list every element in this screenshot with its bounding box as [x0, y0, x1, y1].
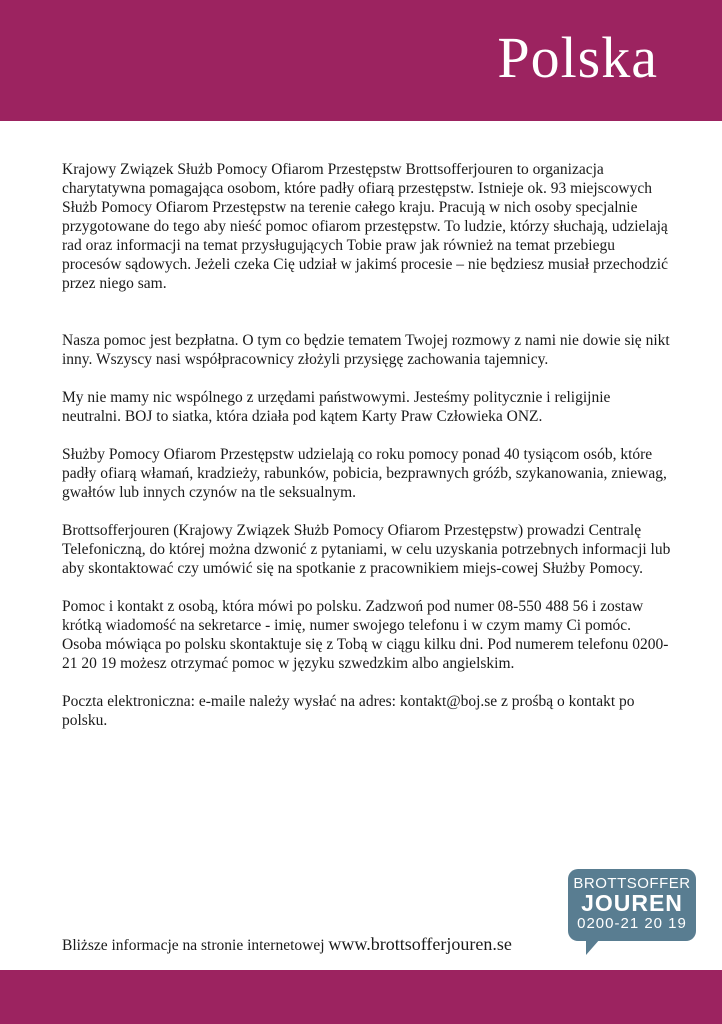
paragraph-free-help: Nasza pomoc jest bezpłatna. O tym co będzie tematem Twojej rozmowy z nami nie dowie się nikt inny. Wszyscy nasi współpracownicy złożyli przysięgę zachowania tajemnicy. [62, 332, 670, 368]
paragraph-email: Poczta elektroniczna: e-maile należy wysłać na adres: kontakt@boj.se z prośbą o kontakt po polsku. [62, 693, 635, 729]
footer-band [0, 970, 722, 1024]
website-link[interactable]: www.brottsofferjouren.se [328, 934, 512, 954]
paragraph-statistics: Służby Pomocy Ofiarom Przestępstw udzielają co roku pomocy ponad 40 tysiącom osób, które padły ofiarą włamań, kradzieży, rabunków, pobicia, bezprawnych gróźb, szykanowania, zniewag, gwałtów lub innych czynów na tle seksualnym. [62, 446, 667, 501]
logo-line-jouren: JOUREN [581, 890, 683, 916]
paragraph-neutrality: My nie mamy nic wspólnego z urzędami państwowymi. Jesteśmy politycznie i religijnie neutralni. BOJ to siatka, która działa pod kątem Karty Praw Człowieka ONZ. [62, 389, 611, 425]
logo-line-phone: 0200-21 20 19 [577, 915, 687, 932]
main-content [62, 160, 672, 749]
paragraph-intro: Krajowy Związek Służb Pomocy Ofiarom Przestępstw Brottsofferjouren to organizacja charytatywna pomagająca osobom, które padły ofiarą przestępstw. Istnieje ok. 93 miejscowych Służb Pomocy Ofiarom Przestępstw na terenie całego kraju. Pracują w nich osoby specjalnie przygotowane do tego aby nieść pomoc ofiarom przestępstw. To ludzie, którzy słuchają, udzielają rad oraz informacji na temat przysługujących Tobie praw jak również na temat przebiegu procesów sądowych. Jeżeli czeka Cię udział w jakimś procesie – nie będziesz musiał przechodzić przez niego sam. [62, 161, 668, 292]
page-title: Polska [497, 25, 658, 90]
footer-info [62, 935, 512, 955]
paragraph-phone-central: Brottsofferjouren (Krajowy Związek Służb Pomocy Ofiarom Przestępstw) prowadzi Centralę Telefoniczną, do której można dzwonić z pytaniami, w celu uzyskania potrzebnych informacji lub aby skontaktować czy umówić się na spotkanie z pracownikiem miejs-cowej Służby Pomocy. [62, 522, 671, 577]
brottsofferjouren-logo [568, 869, 696, 941]
footer-info-label: Bliższe informacje na stronie internetowej [62, 937, 325, 954]
paragraph-polish-contact: Pomoc i kontakt z osobą, która mówi po polsku. Zadzwoń pod numer 08-550 488 56 i zostaw krótką wiadomość na sekretarce - imię, numer swojego telefonu i w czym mamy Ci pomóc. Osoba mówiąca po polsku skontaktuje się z Tobą w ciągu kilku dni. Pod numerem telefonu 0200-21 20 19 możesz otrzymać pomoc w języku szwedzkim albo angielskim. [62, 598, 669, 672]
header-band [0, 0, 722, 121]
logo-line-brottsoffer: BROTTSOFFER [573, 875, 691, 892]
